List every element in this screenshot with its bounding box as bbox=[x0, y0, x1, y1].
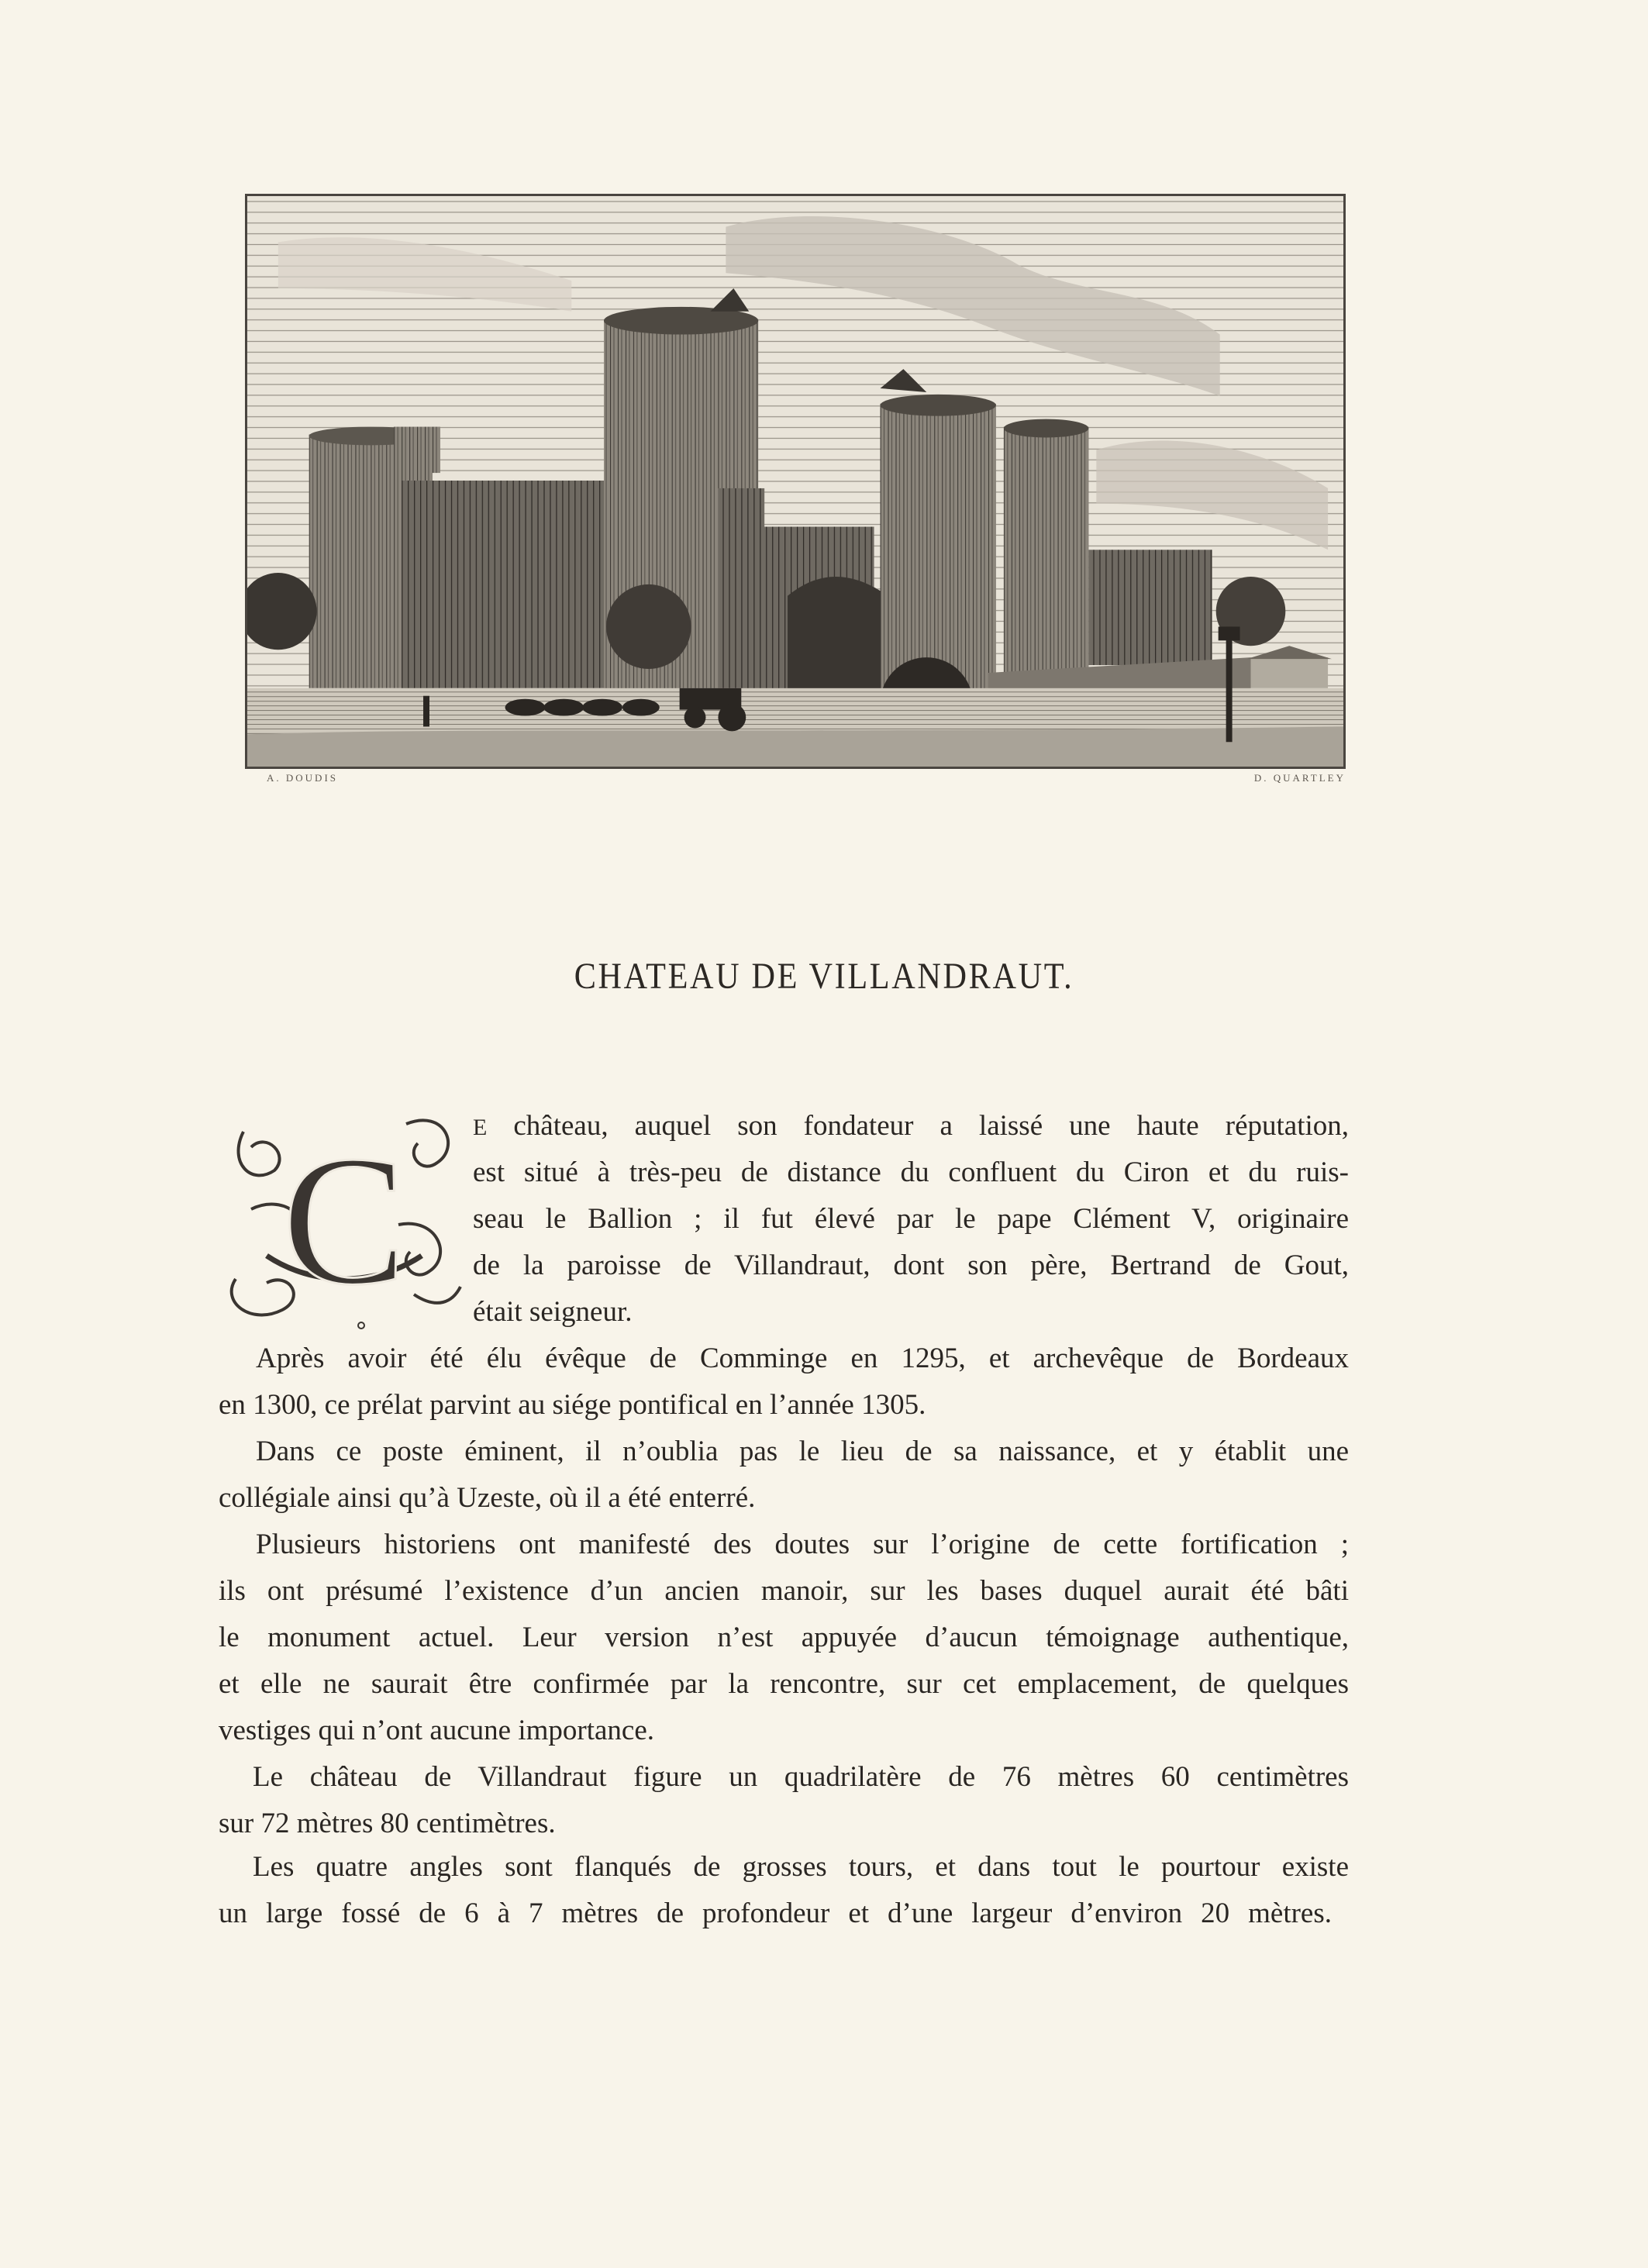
text-line: Plusieurs historiens ont manifesté des doutes sur l’origine de cette fortification ; bbox=[256, 1529, 1349, 1560]
engraver-credit-left: A. DOUDIS bbox=[267, 772, 338, 784]
text-line: est situé à très-peu de distance du confluent du Ciron et du ruis- bbox=[473, 1156, 1349, 1188]
text-line: vestiges qui n’ont aucune importance. bbox=[219, 1715, 655, 1746]
text-line: sur 72 mètres 80 centimètres. bbox=[219, 1808, 556, 1839]
page-title: CHATEAU DE VILLANDRAUT. bbox=[574, 956, 1074, 997]
engraving-illustration bbox=[247, 196, 1343, 767]
text-line-rest: château, auquel son fondateur a laissé une haute réputation, bbox=[487, 1110, 1349, 1142]
text-line: un large fossé de 6 à 7 mètres de profondeur et d’une largeur d’environ 20 mètres. bbox=[219, 1897, 1332, 1929]
drop-cap-letter: C bbox=[281, 1117, 407, 1323]
text-line: le monument actuel. Leur version n’est appuyée d’aucun témoignage authentique, bbox=[219, 1622, 1349, 1653]
text-line: Le château de Villandraut figure un quadrilatère de 76 mètres 60 centimètres bbox=[253, 1761, 1349, 1793]
text-line: Après avoir été élu évêque de Comminge en 1295, et archevêque de Bordeaux bbox=[256, 1343, 1349, 1374]
text-line: seau le Ballion ; il fut élevé par le pape Clément V, originaire bbox=[473, 1203, 1349, 1235]
text-line: collégiale ainsi qu’à Uzeste, où il a été enterré. bbox=[219, 1482, 756, 1514]
text-line: Les quatre angles sont flanqués de grosses tours, et dans tout le pourtour existe bbox=[253, 1851, 1349, 1883]
text-line: et elle ne saurait être confirmée par la rencontre, sur cet emplacement, de quelques bbox=[219, 1668, 1349, 1700]
text-line: de la paroisse de Villandraut, dont son père, Bertrand de Gout, bbox=[473, 1249, 1349, 1281]
initial-small-cap: E bbox=[473, 1115, 488, 1140]
text-line: Dans ce poste éminent, il n’oublia pas le lieu de sa naissance, et y établit une bbox=[256, 1436, 1349, 1467]
text-line: ils ont présumé l’existence d’un ancien manoir, sur les bases duquel aurait été bâti bbox=[219, 1575, 1349, 1607]
engraver-credit-right: D. QUARTLEY bbox=[1253, 772, 1346, 784]
text-line: en 1300, ce prélat parvint au siége pontifical en l’année 1305. bbox=[219, 1389, 926, 1421]
text-line bbox=[473, 1112, 1349, 1140]
ornamental-drop-cap bbox=[220, 1101, 468, 1333]
castle-engraving bbox=[245, 194, 1346, 769]
text-line: était seigneur. bbox=[473, 1296, 633, 1328]
